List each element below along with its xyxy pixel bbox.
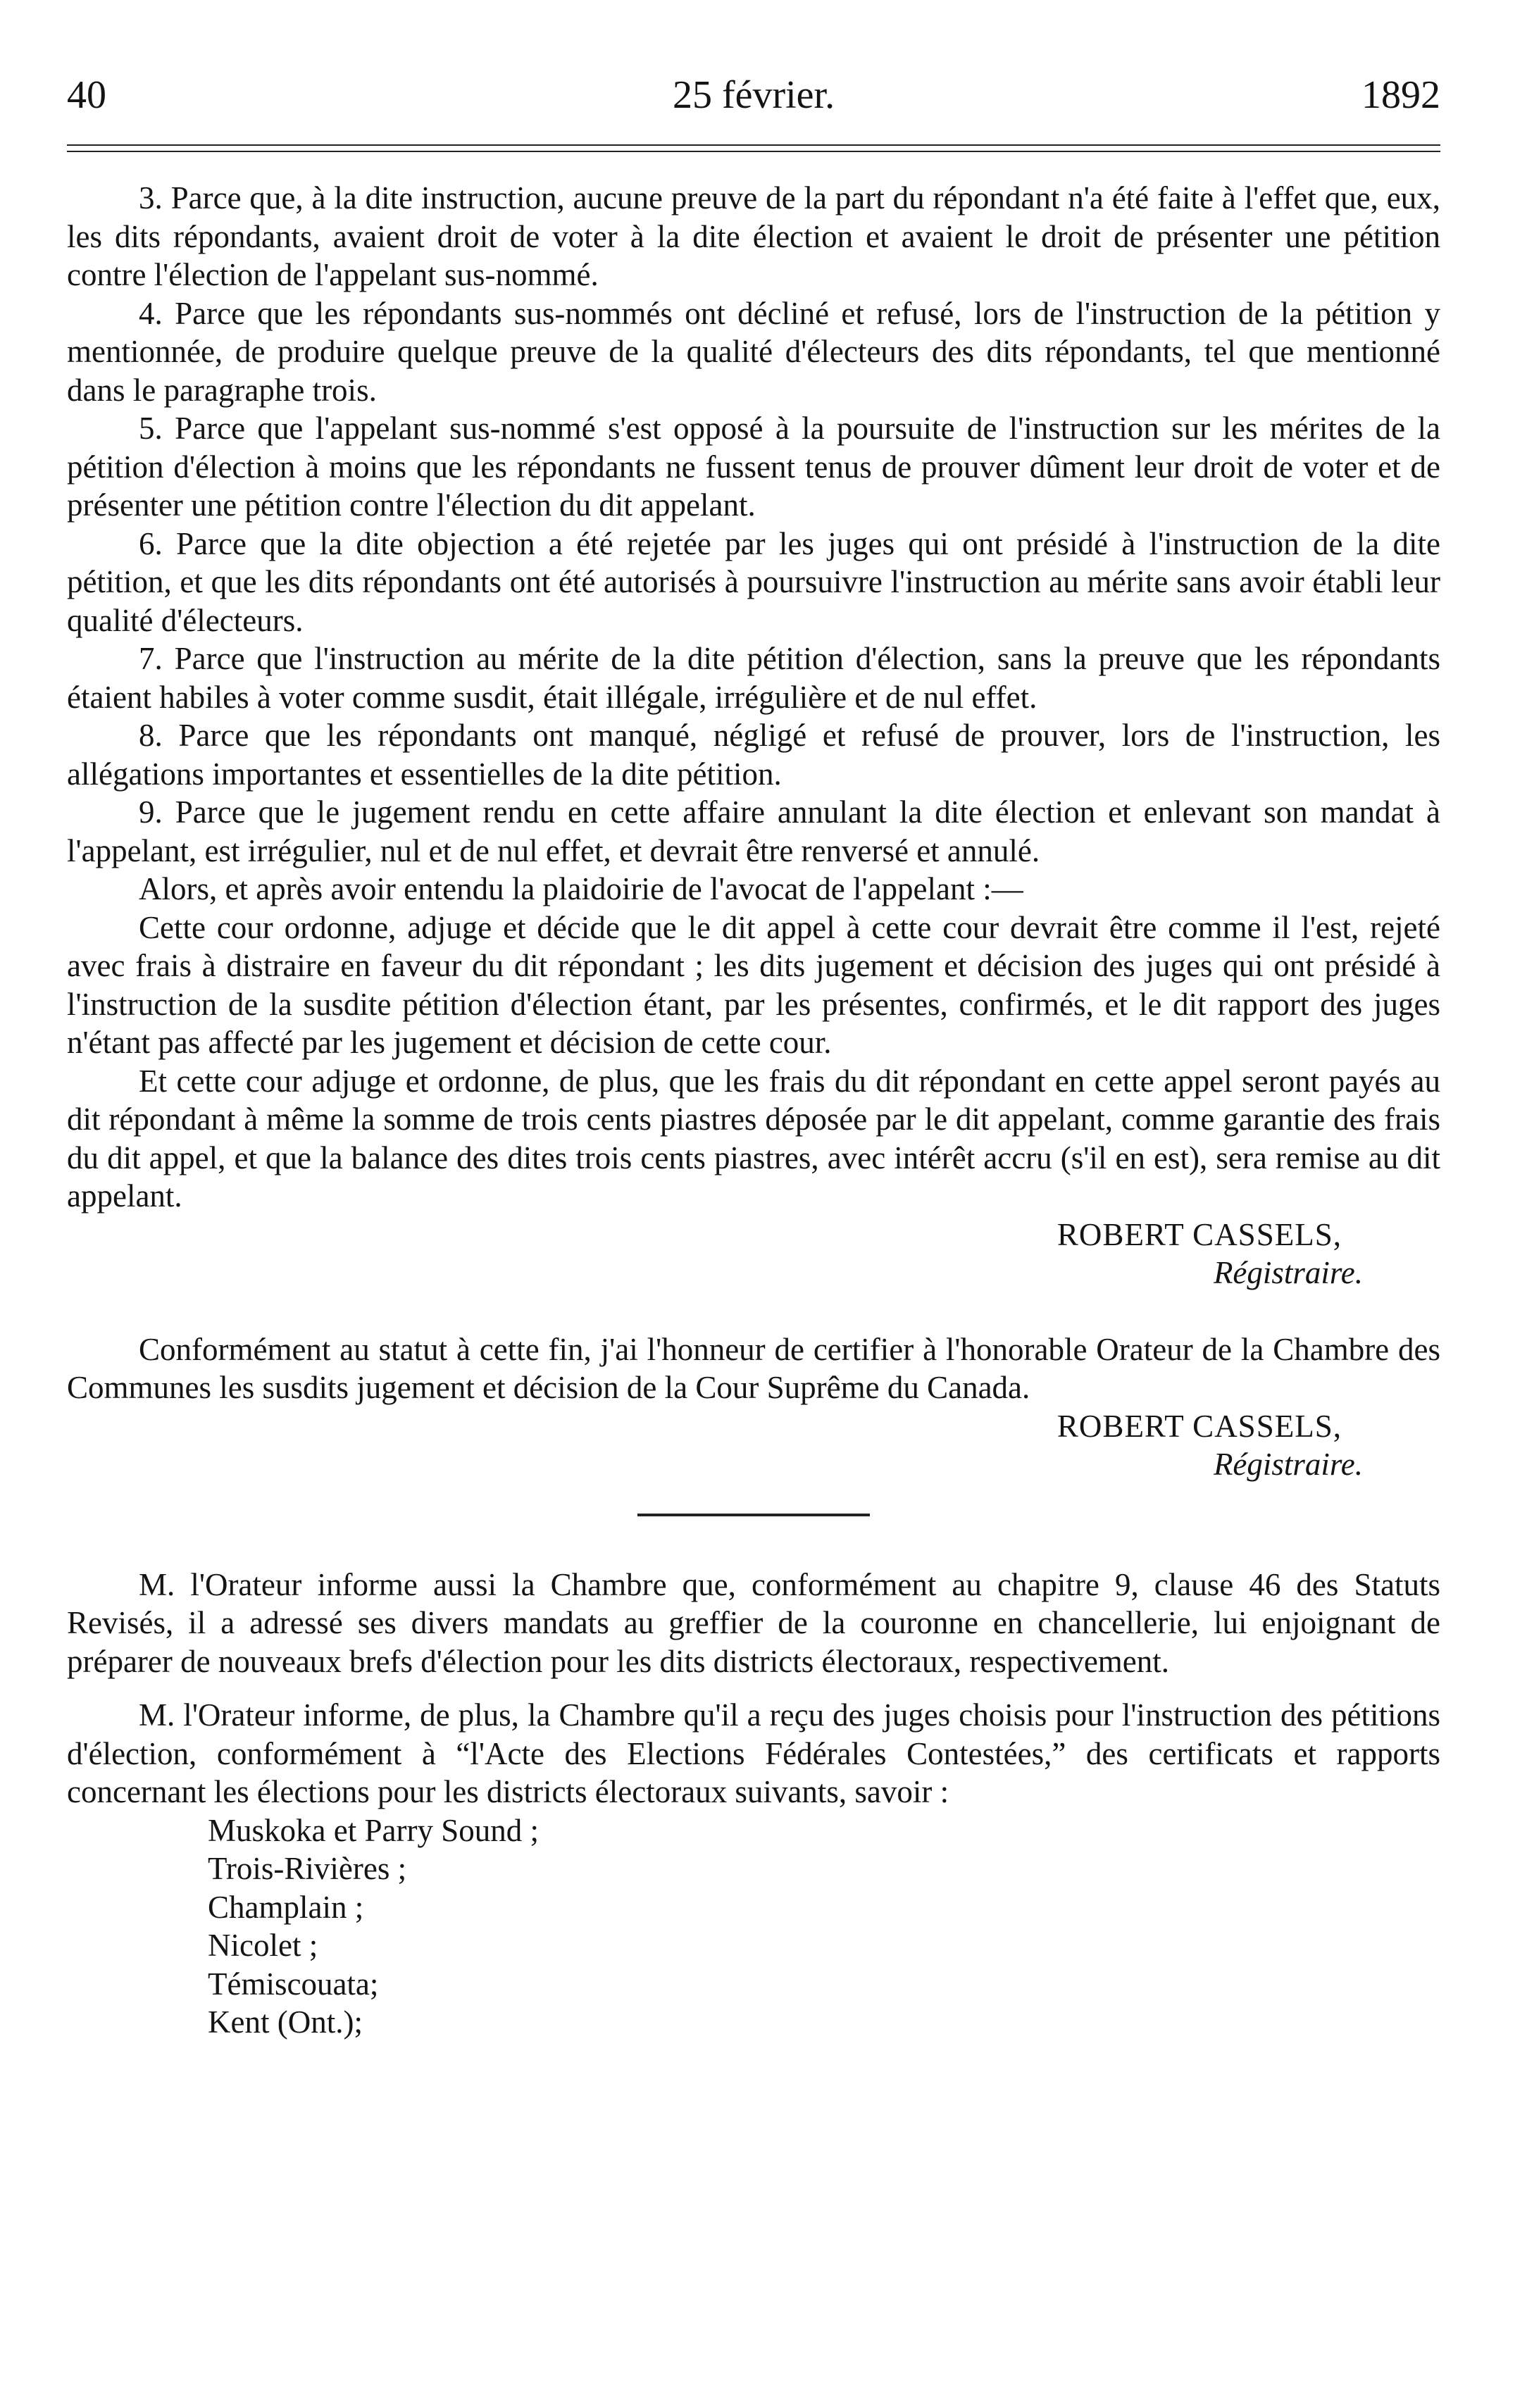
- list-item: Témiscouata;: [208, 1966, 379, 2002]
- paragraph-3: 3. Parce que, à la dite instruction, aucune preuve de la part du répondant n'a été faite à l'effet que, eux, les dits répondants, avaient droit de voter à la dite élection et avaient le droit de présenter une pétition contre l'élection de l'appelant sus-nommé.: [67, 180, 1440, 292]
- paragraph-4: 4. Parce que les répondants sus-nommés ont décliné et refusé, lors de l'instruction de la pétition y mentionnée, de produire quelque preuve de la qualité d'électeurs des dits répondants, tel que mentionné dans le paragraphe trois.: [67, 295, 1440, 408]
- paragraph-alors: Alors, et après avoir entendu la plaidoirie de l'avocat de l'appelant :—: [139, 871, 1023, 906]
- paragraph-court-order: Cette cour ordonne, adjuge et décide que le dit appel à cette cour devrait être comme il l'est, rejeté avec frais à distraire en faveur du dit répondant ; les dits jugement et décision des juges qui ont présidé à l'instruction de la susdite pétition d'élection étant, par les présentes, confirmés, et le dit rapport des juges n'étant pas affecté par les jugement et décision de cette cour.: [67, 909, 1440, 1060]
- header-date: 25 février.: [672, 73, 835, 117]
- paragraph-9: 9. Parce que le jugement rendu en cette affaire annulant la dite élection et enlevant son mandat à l'appelant, est irrégulier, nul et de nul effet, et devrait être renversé et annulé.: [67, 794, 1440, 868]
- list-item: Muskoka et Parry Sound ;: [208, 1812, 539, 1848]
- list-item: Trois-Rivières ;: [208, 1851, 407, 1886]
- list-item: Champlain ;: [208, 1889, 364, 1925]
- header-year: 1892: [1361, 73, 1440, 117]
- spacer: [67, 1292, 1440, 1330]
- certification-signature-role: Régistraire.: [1213, 1447, 1363, 1482]
- page-header: [67, 67, 1440, 130]
- header-double-rule: [67, 144, 1440, 152]
- paragraph-8: 8. Parce que les répondants ont manqué, négligé et refusé de prouver, lors de l'instruction, les allégations importantes et essentielles de la dite pétition.: [67, 718, 1440, 792]
- orateur-paragraph-1: M. l'Orateur informe aussi la Chambre que, conformément au chapitre 9, clause 46 des Statuts Revisés, il a adressé ses divers mandats au greffier de la couronne en chancellerie, lui enjoignant de préparer de nouveaux brefs d'élection pour les dits districts électoraux, respectivement.: [67, 1566, 1440, 1679]
- document-body: [67, 179, 1440, 2042]
- district-list: [67, 1811, 1440, 2042]
- signature-name: ROBERT CASSELS,: [1057, 1216, 1342, 1252]
- document-page: [67, 67, 1440, 2384]
- list-item: Nicolet ;: [208, 1928, 318, 1963]
- page-number: 40: [67, 73, 106, 117]
- paragraph-5: 5. Parce que l'appelant sus-nommé s'est opposé à la poursuite de l'instruction sur les mérites de la pétition d'élection à moins que les répondants ne fussent tenus de prouver dûment leur droit de voter et de présenter une pétition contre l'élection du dit appelant.: [67, 411, 1440, 523]
- orateur-paragraph-2: M. l'Orateur informe, de plus, la Chambre qu'il a reçu des juges choisis pour l'instruction des pétitions d'élection, conformément à “l'Acte des Elections Fédérales Contestées,” des certificats et rapports concernant les élections pour les districts électoraux suivants, savoir :: [67, 1697, 1440, 1809]
- certification-signature-name: ROBERT CASSELS,: [1057, 1408, 1342, 1444]
- spacer: [67, 1680, 1440, 1696]
- certification-paragraph: Conformément au statut à cette fin, j'ai l'honneur de certifier à l'honorable Orateur de la Chambre des Communes les susdits jugement et décision de la Cour Suprême du Canada.: [67, 1331, 1440, 1405]
- list-item: Kent (Ont.);: [208, 2004, 363, 2040]
- section-divider: [637, 1514, 870, 1516]
- paragraph-7: 7. Parce que l'instruction au mérite de la dite pétition d'élection, sans la preuve que les répondants étaient habiles à voter comme susdit, était illégale, irrégulière et de nul effet.: [67, 641, 1440, 715]
- signature-role: Régistraire.: [1213, 1255, 1363, 1290]
- paragraph-6: 6. Parce que la dite objection a été rejetée par les juges qui ont présidé à l'instruction de la dite pétition, et que les dits répondants ont été autorisés à poursuivre l'instruction au mérite sans avoir établi leur qualité d'électeurs.: [67, 525, 1440, 638]
- paragraph-costs: Et cette cour adjuge et ordonne, de plus, que les frais du dit répondant en cette appel seront payés au dit répondant à même la somme de trois cents piastres déposée par le dit appelant, comme garantie des frais du dit appel, et que la balance des dites trois cents piastres, avec intérêt accru (s'il en est), sera remise au dit appelant.: [67, 1063, 1440, 1214]
